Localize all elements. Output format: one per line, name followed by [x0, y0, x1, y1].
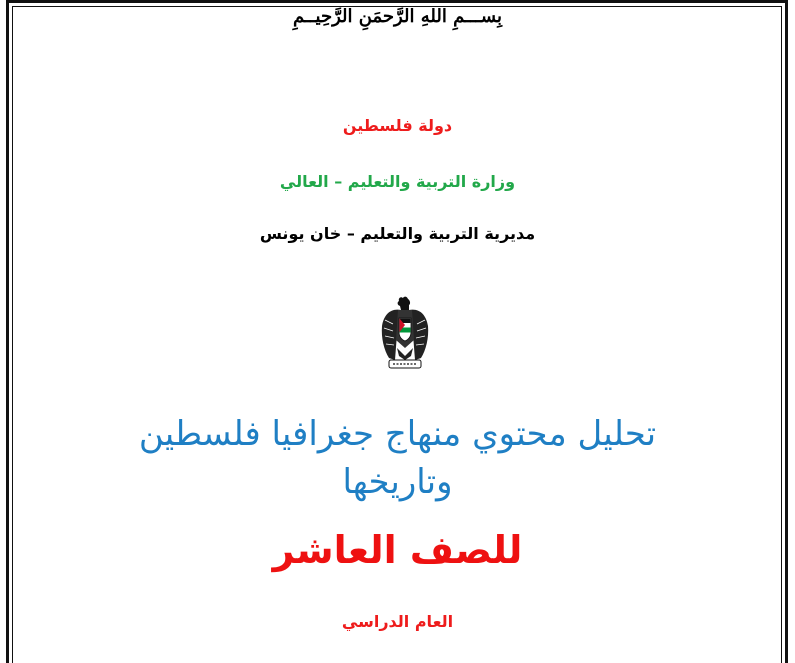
document-title: [0, 410, 795, 506]
academic-year-label: العام الدراسي: [341, 612, 454, 631]
title-line-1: تحليل محتوي منهاج جغرافيا فلسطين: [138, 414, 657, 454]
title-line-2: وتاريخها: [342, 462, 453, 502]
basmala: بِســـمِ اللهِ الرَّحمَنِ الرَّحِيــمِ: [293, 6, 502, 27]
state-name: دولة فلسطين: [342, 116, 453, 135]
directorate-name: مديرية التربية والتعليم – خان يونس: [259, 224, 536, 243]
grade-label: للصف العاشر: [272, 528, 523, 572]
palestine-eagle-emblem-icon: [379, 294, 431, 372]
ministry-name: وزارة التربية والتعليم – العالي: [279, 172, 516, 191]
